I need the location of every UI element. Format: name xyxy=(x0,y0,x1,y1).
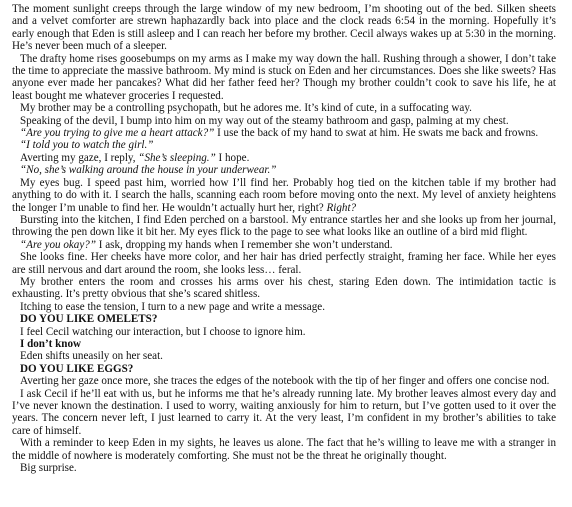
paragraph xyxy=(12,437,556,462)
italic-text: “She’s sleeping.” xyxy=(138,151,216,164)
paragraph xyxy=(12,127,556,139)
paragraph xyxy=(12,115,556,127)
journal-note xyxy=(12,363,556,375)
text-run: Itching to ease the tension, I turn to a new page and write a message. xyxy=(20,300,325,313)
paragraph xyxy=(12,462,556,474)
italic-text: Right? xyxy=(326,201,357,214)
text-run: I ask, dropping my hands when I remember she won’t understand. xyxy=(96,238,393,251)
italic-text: “No, she’s walking around the house in your underwear.” xyxy=(20,164,277,177)
text-run: With a reminder to keep Eden in my sights, he leaves us alone. The fact that he’s willing to leave me with a stranger in the middle of nowhere is moderately comforting. She must not be the threat he originally thought. xyxy=(12,437,556,462)
text-run: Big surprise. xyxy=(20,462,77,475)
text-run: She looks fine. Her cheeks have more color, and her hair has dried perfectly straight, framing her face. While her eyes are still nervous and dart around the room, she looks less… feral. xyxy=(12,251,556,276)
paragraph xyxy=(12,214,556,239)
text-run: My brother may be a controlling psychopath, but he adores me. It’s kind of cute, in a suffocating way. xyxy=(20,102,472,115)
paragraph xyxy=(12,102,556,114)
paragraph xyxy=(12,239,556,251)
text-run: Eden shifts uneasily on her seat. xyxy=(20,350,163,363)
paragraph xyxy=(12,276,556,301)
text-run: Bursting into the kitchen, I find Eden perched on a barstool. My entrance startles her and she looks up from her journal, throwing the pen down like it bit her. My eyes flick to the page to see what looks like an outline of a bird mid flight. xyxy=(12,213,556,239)
italic-text: “I told you to watch the girl.” xyxy=(20,139,154,152)
journal-note xyxy=(12,338,556,350)
text-run: My brother enters the room and crosses his arms over his chest, staring Eden down. The intimidation tactic is exhausting. It’s pretty obvious that she’s scared shitless. xyxy=(12,275,556,301)
text-run: The moment sunlight creeps through the large window of my new bedroom, I’m shooting out of the bed. Silken sheets and a velvet comforter are strewn haphazardly back into place and the clock reads 6:54 in the morning. Hopefully it’s early enough that Eden is still asleep and I can reach her before my brother. Cecil always wakes up at 5:30 in the morning. He’s never been much of a sleeper. xyxy=(12,3,556,53)
text-run: I use the back of my hand to swat at him. He swats me back and frowns. xyxy=(214,127,539,140)
paragraph xyxy=(12,164,556,176)
text-run: I hope. xyxy=(215,151,250,164)
journal-note xyxy=(12,313,556,325)
text-run: DO YOU LIKE EGGS? xyxy=(20,362,134,375)
italic-text: “Are you trying to give me a heart attack?” xyxy=(20,127,215,140)
text-run: The drafty home rises goosebumps on my arms as I make my way down the hall. Rushing through a shower, I don’t take the time to appreciate the massive bathroom. My mind is stuck on Eden and her circumstances. Does she like sweets? Has anyone ever made her pancakes? What did her father feed her? Though my brother couldn’t cook to save his life, he at least bought me whatever groceries I requested. xyxy=(12,52,556,102)
paragraph xyxy=(12,251,556,276)
paragraph xyxy=(12,375,556,387)
text-run: I ask Cecil if he’ll eat with us, but he informs me that he’s already running late. My brother leaves almost every day and I’ve never known the destination. I used to worry, waiting anxiously for him to return, but I’ve gotten used to it over the years. The concern never left, I just learned to carry it. At the very least, I’m confident in my brother’s abilities to take care of himself. xyxy=(12,387,556,437)
paragraph xyxy=(12,388,556,438)
text-run: Averting my gaze, I reply, xyxy=(20,151,139,164)
paragraph xyxy=(12,350,556,362)
paragraph xyxy=(12,139,556,151)
paragraph xyxy=(12,3,556,53)
italic-text: “Are you okay?” xyxy=(20,238,96,251)
paragraph xyxy=(12,152,556,164)
text-run: Speaking of the devil, I bump into him on my way out of the steamy bathroom and gasp, palming at my chest. xyxy=(20,114,509,127)
paragraph xyxy=(12,177,556,214)
text-run: My eyes bug. I speed past him, worried how I’ll find her. Probably hog tied on the kitchen table if my brother had anything to do with it. I search the halls, scanning each room before moving onto the next. My level of anxiety heightens the longer I’m unable to find her. He wouldn’t actually hurt her, right? xyxy=(12,176,556,214)
text-run: I don’t know xyxy=(20,337,82,350)
paragraph xyxy=(12,53,556,103)
text-run: Averting her gaze once more, she traces the edges of the notebook with the tip of her finger and offers one concise nod. xyxy=(20,375,550,388)
text-run: DO YOU LIKE OMELETS? xyxy=(20,313,158,326)
text-run: I feel Cecil watching our interaction, but I choose to ignore him. xyxy=(20,325,306,338)
paragraph xyxy=(12,301,556,313)
paragraph xyxy=(12,326,556,338)
